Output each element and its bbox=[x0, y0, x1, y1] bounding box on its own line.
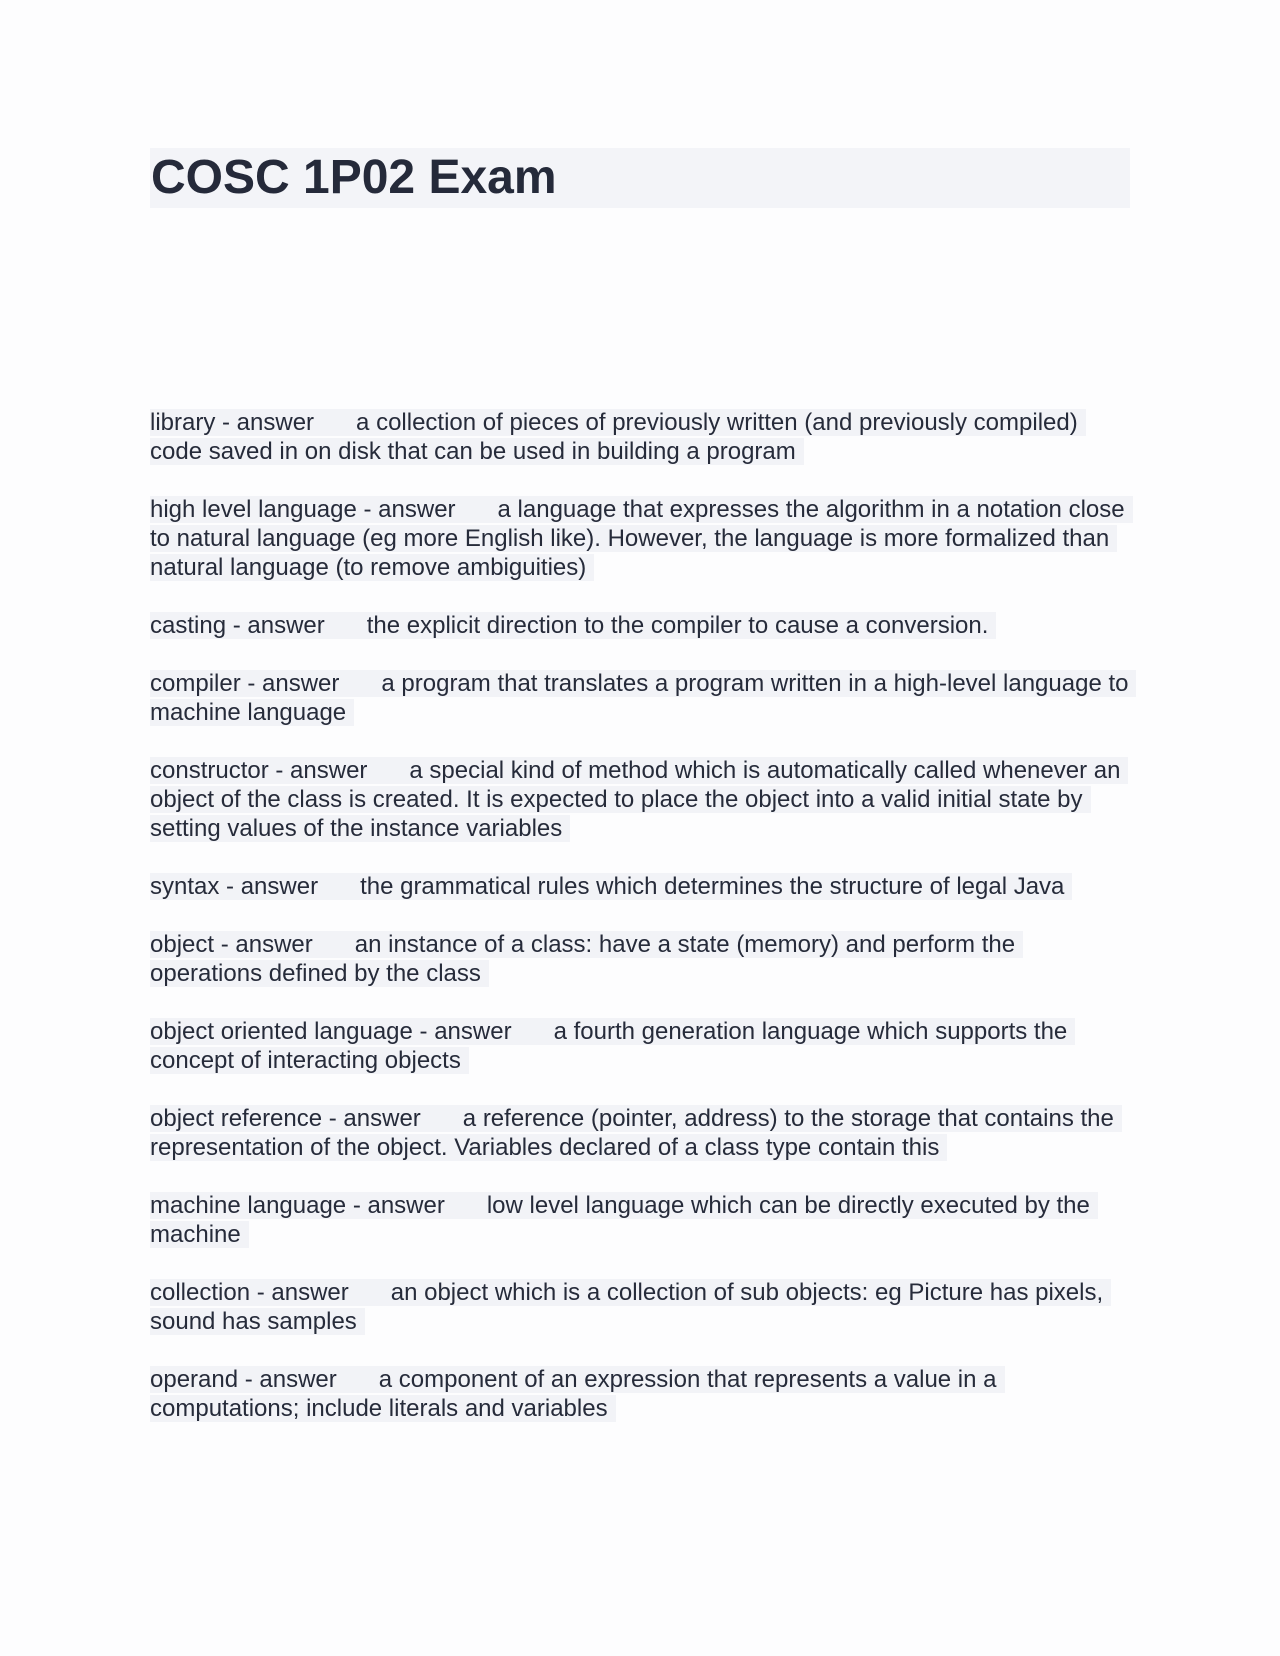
term: object oriented language - answer bbox=[150, 1018, 512, 1045]
term: machine language - answer bbox=[150, 1192, 445, 1219]
list-item bbox=[150, 495, 1130, 582]
definition: low level language which can be directly executed by the machine bbox=[150, 1192, 1090, 1248]
term: library - answer bbox=[150, 409, 315, 436]
definition: a program that translates a program written in a high-level language to machine language bbox=[150, 670, 1129, 726]
term: constructor - answer bbox=[150, 757, 368, 784]
definition: an instance of a class: have a state (memory) and perform the operations defined by the class bbox=[150, 931, 1016, 987]
list-item bbox=[150, 1104, 1130, 1162]
list-item bbox=[150, 1191, 1130, 1249]
definition: the grammatical rules which determines the structure of legal Java bbox=[360, 873, 1065, 900]
page-title: COSC 1P02 Exam bbox=[151, 151, 557, 204]
term: object - answer bbox=[150, 931, 313, 958]
list-item bbox=[150, 930, 1130, 988]
definition: the explicit direction to the compiler to cause a conversion. bbox=[366, 612, 989, 639]
list-item bbox=[150, 872, 1130, 901]
term: operand - answer bbox=[150, 1366, 337, 1393]
flashcard-list bbox=[150, 408, 1130, 1452]
term: casting - answer bbox=[150, 612, 325, 639]
definition: a special kind of method which is automatically called whenever an object of the class is created. It is expected to place the object into a valid initial state by setting values of the instance variables bbox=[150, 757, 1121, 842]
definition: an object which is a collection of sub objects: eg Picture has pixels, sound has samples bbox=[150, 1279, 1104, 1335]
term: syntax - answer bbox=[150, 873, 319, 900]
term: compiler - answer bbox=[150, 670, 340, 697]
list-item bbox=[150, 756, 1130, 843]
definition: a fourth generation language which supports the concept of interacting objects bbox=[150, 1018, 1068, 1074]
definition: a collection of pieces of previously written (and previously compiled) code saved in on disk that can be used in building a program bbox=[150, 409, 1078, 465]
list-item bbox=[150, 669, 1130, 727]
document-page bbox=[150, 148, 1130, 1422]
definition: a component of an expression that represents a value in a computations; include literals and variables bbox=[150, 1366, 997, 1422]
list-item bbox=[150, 1017, 1130, 1075]
term: high level language - answer bbox=[150, 496, 456, 523]
list-item bbox=[150, 1365, 1130, 1423]
term: object reference - answer bbox=[150, 1105, 421, 1132]
definition: a language that expresses the algorithm in a notation close to natural language (eg more English like). However, the language is more formalized than natural language (to remove ambiguities) bbox=[150, 496, 1125, 581]
list-item bbox=[150, 408, 1130, 466]
definition: a reference (pointer, address) to the storage that contains the representation of the object. Variables declared of a class type contain this bbox=[150, 1105, 1114, 1161]
title-block bbox=[150, 148, 1130, 208]
list-item bbox=[150, 611, 1130, 640]
term: collection - answer bbox=[150, 1279, 349, 1306]
list-item bbox=[150, 1278, 1130, 1336]
